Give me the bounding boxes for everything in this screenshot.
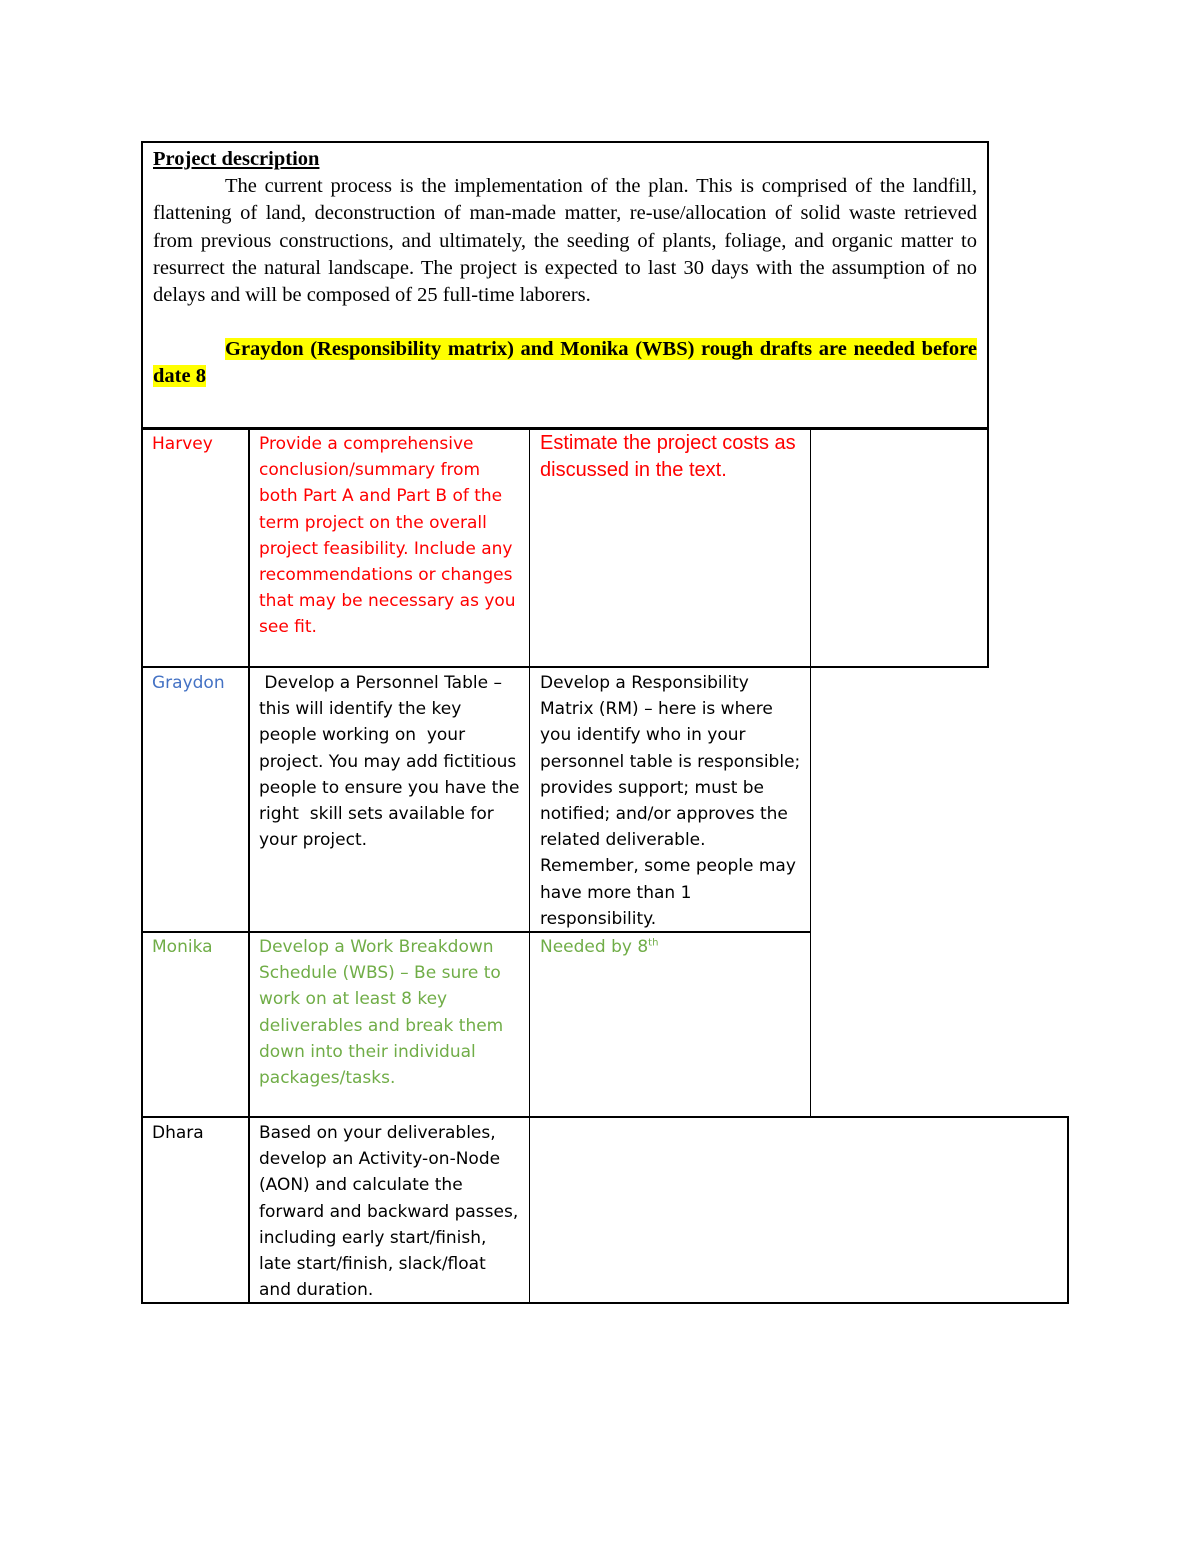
row-harvey-name: Harvey [152, 434, 213, 454]
row-monika-name: Monika [152, 937, 213, 957]
row-monika-extra-sup: th [648, 937, 659, 949]
grid-line [1067, 1116, 1069, 1304]
deadline-note-highlight: Graydon (Responsibility matrix) and Monika (WBS) rough drafts are needed before date 8 [153, 338, 977, 388]
deadline-note [153, 336, 977, 390]
row-graydon-name: Graydon [152, 673, 225, 693]
project-description-title: Project description [153, 148, 320, 170]
row-dhara-task: Based on your deliverables, develop an Activity-on-Node (AON) and calculate the forward and backward passes, including early start/finish, late start/finish, slack/float and duration. [259, 1123, 519, 1301]
grid-line [987, 428, 989, 668]
row-monika-extra-text: Needed by 8 [540, 937, 649, 957]
row-harvey-extra: Estimate the project costs as discussed in the text. [540, 432, 796, 481]
grid-line [248, 428, 250, 1304]
row-harvey-task: Provide a comprehensive conclusion/summary from both Part A and Part B of the term project on the overall project feasibility. Include any recommendations or changes that may be necessary as you see fit. [259, 434, 516, 638]
grid-line [141, 1116, 1069, 1118]
project-description-body: The current process is the implementation of the plan. This is comprised of the landfill, flattening of land, deconstruction of man-made matter, re-use/allocation of solid waste retrieved from previous constructions, and ultimately, the seeding of plants, foliage, and organic matter to resurrect the natural landscape. The project is expected to last 30 days with the assumption of no delays and will be composed of 25 full-time laborers. [153, 175, 977, 307]
grid-line [810, 428, 811, 1118]
row-graydon-extra: Develop a Responsibility Matrix (RM) – here is where you identify who in your personnel table is responsible; provides support; must be notified; and/or approves the related deliverable. Remember, some people may have more than 1 responsibility. [540, 673, 801, 929]
grid-line [141, 666, 989, 668]
row-monika-extra [540, 934, 804, 960]
grid-line [529, 428, 530, 1304]
row-dhara-name: Dhara [152, 1123, 204, 1143]
project-description-box [141, 141, 989, 429]
grid-line [141, 428, 143, 1304]
row-monika-task: Develop a Work Breakdown Schedule (WBS) – Be sure to work on at least 8 key deliverables and break them down into their individual packages/tasks. [259, 937, 504, 1089]
row-graydon-task: Develop a Personnel Table – this will identify the key people working on your project. You may add fictitious people to ensure you have the right skill sets available for your project. [259, 673, 525, 851]
